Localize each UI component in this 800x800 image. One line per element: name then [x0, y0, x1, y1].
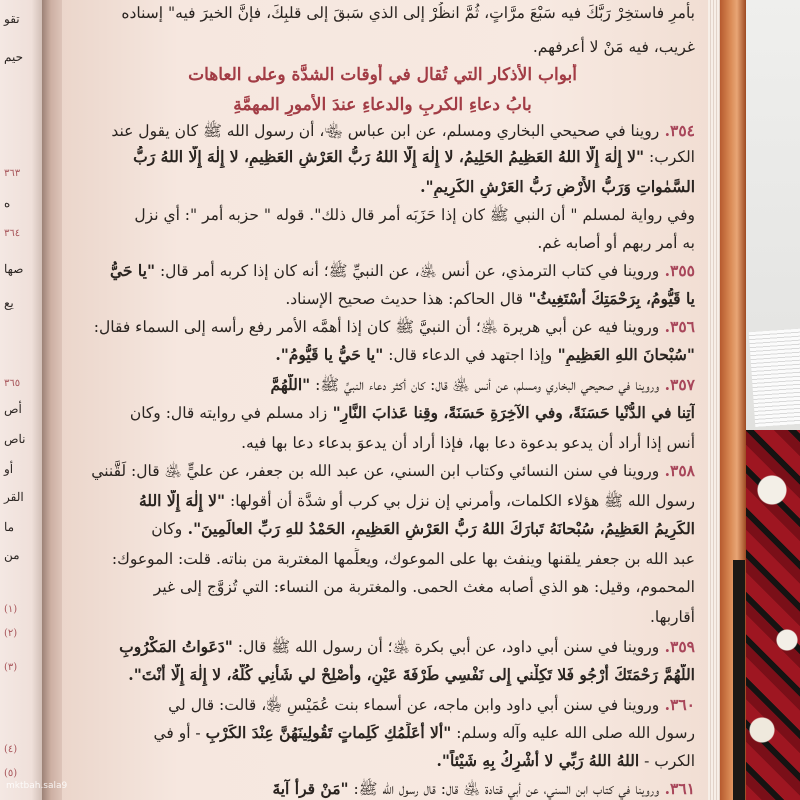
text-line	[70, 636, 695, 658]
text-segment: وروينا في صحيحي البخاري ومسلم، عن أنس ﵁ قال: كان أكثر دعاء النبيِّ ﷺ:	[310, 376, 660, 394]
section-heading	[70, 94, 695, 116]
quoted-supplication: "ألا أُعَلِّمُكِ كَلِماتٍ تَقُولِينَهُنَّ عِنْدَ الكَرْبِ	[205, 723, 452, 742]
watermark-text: mktbah.sala9	[6, 781, 68, 791]
text-segment: الكرب -	[639, 752, 695, 770]
text-segment: وروينا في كتاب الترمذي، عن أنس ﵁، عن النبيِّ ﷺ؛ أنه كان إذا كربه أمر قال:	[155, 262, 660, 280]
text-line	[70, 176, 695, 198]
text-segment: غريب، فيه مَنْ لا أعرفهم.	[532, 38, 695, 56]
text-segment: وروينا في سنن أبي داود، عن أبي بكرة ﵁؛ أن رسول الله ﷺ قال:	[232, 638, 660, 656]
text-segment: به أمر ربهم أو أصابه غم.	[537, 234, 695, 252]
page-text	[70, 0, 705, 800]
quoted-supplication: "يا حَيُّ	[110, 261, 156, 280]
text-line	[70, 232, 695, 254]
text-segment: وروينا في سنن أبي داود وابن ماجه، عن أسماء بنت عُمَيْسٍ ﵂، قالت: قال لي	[168, 696, 660, 714]
text-segment: زاد مسلم في روايته قال: وكان	[129, 404, 328, 422]
text-line	[70, 722, 695, 744]
text-segment: أبواب الأذكار التي تُقال في أوقات الشدَّة وعلى العاهات	[188, 65, 577, 85]
quoted-supplication: "مَنْ قرأ آيةَ	[272, 779, 349, 798]
hadith-number: ٣٥٤.	[659, 121, 695, 140]
text-segment: روينا في صحيحي البخاري ومسلم، عن ابن عباس ﵄، أن رسول الله ﷺ كان يقول عند	[111, 122, 660, 140]
text-segment: - أو في	[153, 724, 206, 742]
text-line	[70, 664, 695, 686]
text-line	[70, 146, 695, 168]
quoted-supplication: "اللَّهُمَّ	[270, 375, 311, 394]
left-page-fragment: حيم	[4, 50, 24, 64]
text-segment: وكان	[151, 520, 183, 538]
hadith-number: ٣٥٩.	[659, 637, 695, 656]
left-page-fragment: أو	[4, 462, 14, 476]
left-page-fragment: ه	[4, 196, 11, 210]
quoted-supplication: "يا حَيُّ يا قَيُّومُ".	[275, 345, 384, 364]
text-line	[70, 36, 695, 58]
text-line	[70, 576, 695, 598]
section-heading	[70, 64, 695, 86]
text-segment: وفي رواية لمسلم " أن النبي ﷺ كان إذا حَزَبَه أمر قال ذلك". قوله " حزبه أمر ": أي نزل	[134, 206, 695, 224]
dark-strip	[733, 560, 745, 800]
left-page-fragment: ما	[4, 520, 15, 534]
text-line	[70, 402, 695, 424]
left-page-number: ٣٦٣	[4, 168, 21, 179]
text-line	[70, 204, 695, 226]
text-segment: قال الحاكم: هذا حديث صحيح الإسناد.	[285, 290, 524, 308]
text-segment: وروينا في كتاب ابن السني، عن أبي قتادة ﵁ قال: قال رسول الله ﷺ:	[348, 780, 660, 798]
text-segment: بأمرٍ فاستخِرْ رَبَّكَ فيه سَبْعَ مرَّاتٍ، ثُمَّ انظُرْ إلى الذي سَبقَ إلى قلبِكَ، فإنَّ الخيرَ فيه" إسناده	[121, 4, 695, 22]
text-line	[70, 2, 695, 24]
left-book-page	[0, 0, 45, 800]
text-segment: بابُ دعاءِ الكربِ والدعاءِ عندَ الأمورِ المهمَّةِ	[233, 95, 532, 115]
left-page-number: (٥)	[4, 768, 18, 779]
left-page-number: ٣٦٤	[4, 228, 21, 239]
left-page-fragment: صها	[4, 262, 24, 276]
quoted-supplication: يا قَيُّومُ، بِرَحْمَتِكَ أَسْتَغِيثُ"	[523, 289, 695, 308]
quoted-supplication: "لا إِلٰهَ إِلَّا اللهُ	[139, 491, 226, 510]
text-line	[70, 518, 695, 540]
quoted-supplication: اللَّهُمَّ رَحْمَتَكَ أَرْجُو فَلا تَكِلْني إِلى نَفْسِي طَرْفَةَ عَيْنٍ، وأَصْلِحْ لي شَأْنِي كُلَّهُ، لا إِلٰهَ إِلَّا أَنْتَ".	[128, 665, 695, 684]
hadith-number: ٣٥٨.	[659, 461, 695, 480]
left-page-number: (١)	[4, 604, 18, 615]
quoted-supplication: "سُبْحانَ اللهِ العَظِيمِ"	[552, 345, 695, 364]
text-line	[70, 460, 695, 482]
paper-stack	[749, 328, 800, 427]
text-line	[70, 374, 695, 396]
hadith-number: ٣٥٧.	[659, 375, 695, 394]
hadith-number: ٣٥٥.	[659, 261, 695, 280]
patterned-rug	[742, 430, 800, 800]
hadith-number: ٣٥٦.	[659, 317, 695, 336]
left-page-number: (٢)	[4, 628, 18, 639]
quoted-supplication: الكَرِيمُ العَظِيمُ، سُبْحانَهُ تَبارَكَ اللهُ رَبُّ العَرْشِ العَظِيمِ، الحَمْدُ للهِ رَبِّ العالَمِينَ".	[182, 519, 695, 538]
text-segment: الكرب:	[644, 148, 695, 166]
text-line	[70, 260, 695, 282]
text-line	[70, 344, 695, 366]
text-line	[70, 288, 695, 310]
text-line	[70, 778, 695, 800]
text-line	[70, 548, 695, 570]
quoted-supplication: اللهُ اللهُ رَبِّي لا أُشْرِكُ بِهِ شَيْئاً".	[436, 751, 640, 770]
quoted-supplication: السَّمٰواتِ وَرَبُّ الأَرْضِ رَبُّ العَرْشِ الكَرِيمِ".	[420, 177, 695, 196]
text-segment: وروينا في سنن النسائي وكتاب ابن السني، عن عبد الله بن جعفر، عن عليٍّ ﵁ قال: لَقَّنني	[91, 462, 660, 480]
text-segment: رسول الله ﷺ هؤلاء الكلمات، وأمرني إن نزل بي كرب أو شدَّة أن أقولها:	[225, 492, 695, 510]
quoted-supplication: "دَعَواتُ المَكْرُوبِ	[119, 637, 233, 656]
text-segment: وإذا اجتهد في الدعاء قال:	[383, 346, 553, 364]
text-segment: وروينا فيه عن أبي هريرة ﵁؛ أن النبيَّ ﷺ كان إذا أهمَّه الأمر رفع رأسه إلى السماء فقال:	[93, 318, 660, 336]
left-page-fragment: القر	[4, 490, 24, 504]
quoted-supplication: آتِنا في الدُّنْيا حَسَنَةً، وفي الآخِرَةِ حَسَنَةً، وقِنا عَذابَ النَّارِ"	[327, 403, 695, 422]
left-page-fragment: ناص	[4, 432, 26, 446]
text-segment: رسول الله صلى الله عليه وآله وسلم:	[451, 724, 695, 742]
left-page-number: (٤)	[4, 744, 18, 755]
text-line	[70, 490, 695, 512]
left-page-fragment: من	[4, 548, 20, 562]
left-page-number: ٣٦٥	[4, 378, 21, 389]
left-page-number: (٣)	[4, 662, 18, 673]
text-segment: المحموم، وقيل: هو الذي أصابه مغث الحمى. والمغتربة من النساء: التي تُزوَّج إلى غير	[153, 578, 695, 596]
text-segment: أقاربها.	[649, 608, 695, 626]
quoted-supplication: "لا إِلٰهَ إِلَّا اللهُ العَظِيمُ الحَلِيمُ، لا إِلٰهَ إِلَّا اللهُ رَبُّ العَرْشِ العَظِيمِ، لا إِلٰهَ إِلَّا اللهُ رَبُّ	[133, 147, 645, 166]
left-page-fragment: أص	[4, 402, 22, 416]
text-line	[70, 606, 695, 628]
left-page-fragment: تقو	[4, 12, 20, 26]
text-segment: عبد الله بن جعفر يلقنها وينفث بها على الموعوك، ويعلِّمها المغتربة من بناته. قلت: الموعوك:	[111, 550, 695, 568]
text-line	[70, 316, 695, 338]
hadith-number: ٣٦١.	[659, 779, 695, 798]
text-line	[70, 120, 695, 142]
left-page-fragment: يع	[4, 296, 14, 310]
text-line	[70, 750, 695, 772]
text-line	[70, 432, 695, 454]
hadith-number: ٣٦٠.	[659, 695, 695, 714]
text-segment: أنس إذا أراد أن يدعو بدعوة دعا بها، فإذا أراد أن يدعوَ بدعاء دعا بها فيه.	[241, 434, 695, 452]
text-line	[70, 694, 695, 716]
